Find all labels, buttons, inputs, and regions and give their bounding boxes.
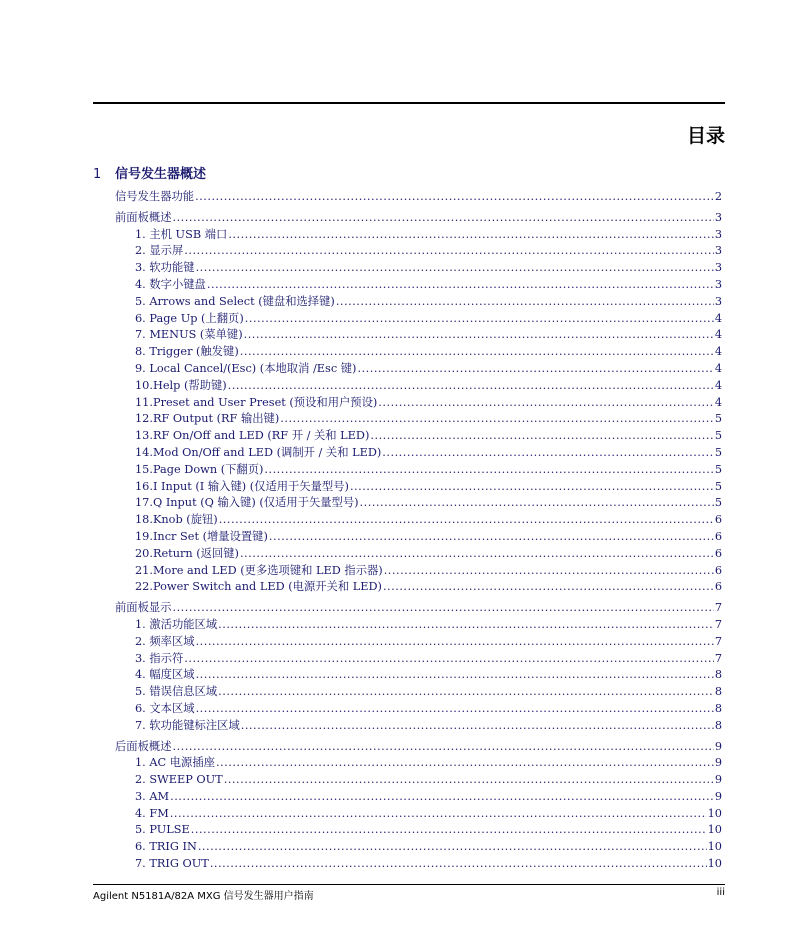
toc-page-number: 4 bbox=[714, 328, 722, 342]
toc-page-number: 9 bbox=[714, 756, 722, 770]
toc-entry-title: 21.More and LED (更多选项键和 LED 指示器) bbox=[135, 563, 383, 577]
toc-entry-title: 12.RF Output (RF 输出键) bbox=[135, 412, 280, 426]
toc-sub-entry[interactable] bbox=[115, 634, 722, 651]
dot-leader bbox=[218, 617, 714, 634]
dot-leader bbox=[224, 772, 714, 789]
dot-leader bbox=[196, 701, 714, 718]
toc-page-number: 4 bbox=[714, 311, 722, 325]
dot-leader bbox=[228, 378, 714, 395]
dot-leader bbox=[216, 755, 714, 772]
footer-doc-title: Agilent N5181A/82A MXG 信号发生器用户指南 bbox=[93, 891, 314, 902]
dot-leader bbox=[196, 260, 714, 277]
toc-entry-title: 19.Incr Set (增量设置键) bbox=[135, 529, 268, 543]
toc-entry-title: 5. Arrows and Select (键盘和选择键) bbox=[135, 294, 335, 308]
toc-entry-title: 2. 显示屏 bbox=[135, 244, 184, 258]
toc-page-number: 3 bbox=[714, 227, 722, 241]
toc-page-number: 10 bbox=[707, 806, 722, 820]
chapter-heading[interactable] bbox=[93, 163, 206, 182]
toc-sub-entry[interactable] bbox=[115, 546, 722, 563]
toc-sub-entry[interactable] bbox=[115, 479, 722, 496]
toc-entry-title: 1. 主机 USB 端口 bbox=[135, 227, 228, 241]
toc-entry-title: 10.Help (帮助键) bbox=[135, 378, 227, 392]
toc-sub-entry[interactable] bbox=[115, 411, 722, 428]
dot-leader bbox=[184, 651, 714, 668]
toc-page-number: 7 bbox=[714, 617, 722, 631]
dot-leader bbox=[219, 512, 714, 529]
toc-sub-entry[interactable] bbox=[115, 839, 722, 856]
toc-sub-entry[interactable] bbox=[115, 822, 722, 839]
toc-sub-entry[interactable] bbox=[115, 344, 722, 361]
toc-entry-title: 后面板概述 bbox=[115, 739, 172, 753]
footer-rule bbox=[93, 884, 725, 885]
toc-entry-title: 2. 频率区域 bbox=[135, 634, 195, 648]
toc-sub-entry[interactable] bbox=[115, 495, 722, 512]
toc-entry-title: 14.Mod On/Off and LED (调制开 / 关和 LED) bbox=[135, 445, 382, 459]
toc-sub-entry[interactable] bbox=[115, 701, 722, 718]
toc-page-number: 5 bbox=[714, 462, 722, 476]
toc-page-number: 9 bbox=[714, 773, 722, 787]
dot-leader bbox=[170, 789, 714, 806]
dot-leader bbox=[173, 210, 714, 227]
toc-page-number: 3 bbox=[714, 261, 722, 275]
toc-page-number: 5 bbox=[714, 412, 722, 426]
toc-sub-entry[interactable] bbox=[115, 395, 722, 412]
toc-page-number: 6 bbox=[714, 580, 722, 594]
toc-page-number: 5 bbox=[714, 496, 722, 510]
toc-entry-title: 16.I Input (I 输入键) (仅适用于矢量型号) bbox=[135, 479, 349, 493]
dot-leader bbox=[191, 822, 707, 839]
dot-leader bbox=[210, 856, 707, 873]
chapter-number: 1 bbox=[93, 167, 102, 182]
toc-entry-title: 前面板概述 bbox=[115, 210, 172, 224]
toc-page-number: 6 bbox=[714, 513, 722, 527]
toc-sub-entry[interactable] bbox=[115, 361, 722, 378]
top-rule bbox=[93, 102, 725, 104]
toc-entry-title: 5. PULSE bbox=[135, 823, 190, 837]
toc-page-number: 6 bbox=[714, 529, 722, 543]
dot-leader bbox=[195, 189, 714, 206]
toc-sub-entry[interactable] bbox=[115, 529, 722, 546]
dot-leader bbox=[240, 344, 714, 361]
toc-entry-title: 3. 指示符 bbox=[135, 651, 184, 665]
toc-page-number: 4 bbox=[714, 361, 722, 375]
toc-entry-title: 6. Page Up (上翻页) bbox=[135, 311, 244, 325]
toc-section-entry[interactable] bbox=[115, 210, 722, 227]
toc-sub-entry[interactable] bbox=[115, 512, 722, 529]
toc-entry-title: 7. MENUS (菜单键) bbox=[135, 328, 243, 342]
toc-page-number: 3 bbox=[714, 244, 722, 258]
dot-leader bbox=[240, 546, 714, 563]
toc-entry-title: 9. Local Cancel/(Esc) (本地取消 /Esc 键) bbox=[135, 361, 357, 375]
toc-entry-title: 1. 激活功能区域 bbox=[135, 617, 218, 631]
chapter-title: 信号发生器概述 bbox=[115, 167, 207, 182]
toc-sub-entry[interactable] bbox=[115, 563, 722, 580]
dot-leader bbox=[382, 445, 714, 462]
toc-sub-entry[interactable] bbox=[115, 227, 722, 244]
dot-leader bbox=[383, 579, 714, 596]
toc-page-number: 3 bbox=[714, 294, 722, 308]
toc-page-number: 9 bbox=[714, 739, 722, 753]
toc-page-number: 2 bbox=[714, 190, 722, 203]
toc-sub-entry[interactable] bbox=[115, 651, 722, 668]
toc-page-number: 10 bbox=[707, 857, 722, 871]
dot-leader bbox=[280, 411, 714, 428]
dot-leader bbox=[173, 739, 714, 756]
dot-leader bbox=[245, 311, 714, 328]
toc-sub-entry[interactable] bbox=[115, 755, 722, 772]
toc-page-number: 7 bbox=[714, 634, 722, 648]
dot-leader bbox=[378, 395, 714, 412]
toc-page-number: 10 bbox=[707, 840, 722, 854]
toc-entry-title: 7. TRIG OUT bbox=[135, 857, 209, 871]
toc-sub-entry[interactable] bbox=[115, 462, 722, 479]
toc-sub-entry[interactable] bbox=[115, 579, 722, 596]
toc-section-entry[interactable] bbox=[115, 189, 722, 206]
toc-entry-title: 8. Trigger (触发键) bbox=[135, 345, 239, 359]
dot-leader bbox=[357, 361, 713, 378]
dot-leader bbox=[244, 327, 714, 344]
dot-leader bbox=[170, 806, 707, 823]
toc-page-number: 6 bbox=[714, 546, 722, 560]
dot-leader bbox=[370, 428, 713, 445]
toc-sub-entry[interactable] bbox=[115, 277, 722, 294]
toc-sub-entry[interactable] bbox=[115, 428, 722, 445]
toc-page-number: 5 bbox=[714, 445, 722, 459]
footer-page-number: iii bbox=[716, 887, 725, 898]
toc-page-number: 10 bbox=[707, 823, 722, 837]
toc-sub-entry[interactable] bbox=[115, 806, 722, 823]
toc-sub-entry[interactable] bbox=[115, 260, 722, 277]
toc-page-number: 9 bbox=[714, 789, 722, 803]
toc-entry-title: 4. 幅度区域 bbox=[135, 668, 195, 682]
page-title: 目录 bbox=[686, 125, 725, 147]
toc-entry-title: 5. 错误信息区域 bbox=[135, 685, 218, 699]
dot-leader bbox=[207, 277, 714, 294]
toc-page-number: 8 bbox=[714, 701, 722, 715]
toc-sub-entry[interactable] bbox=[115, 294, 722, 311]
toc-entry-title: 17.Q Input (Q 输入键) (仅适用于矢量型号) bbox=[135, 496, 359, 510]
toc-page-number: 7 bbox=[714, 601, 722, 615]
dot-leader bbox=[228, 227, 714, 244]
toc-sub-entry[interactable] bbox=[115, 378, 722, 395]
toc-page-number: 8 bbox=[714, 668, 722, 682]
toc-sub-entry[interactable] bbox=[115, 327, 722, 344]
toc-entry-title: 3. 软功能键 bbox=[135, 261, 195, 275]
dot-leader bbox=[218, 684, 714, 701]
toc-entry-title: 2. SWEEP OUT bbox=[135, 773, 223, 787]
toc-entry-title: 6. TRIG IN bbox=[135, 840, 197, 854]
toc-page-number: 4 bbox=[714, 345, 722, 359]
toc-page-number: 8 bbox=[714, 685, 722, 699]
toc-page-number: 4 bbox=[714, 395, 722, 409]
dot-leader bbox=[384, 563, 714, 580]
dot-leader bbox=[173, 600, 714, 617]
toc-entry-title: 7. 软功能键标注区域 bbox=[135, 718, 240, 732]
dot-leader bbox=[350, 479, 714, 496]
toc-page-number: 3 bbox=[714, 210, 722, 224]
toc-sub-entry[interactable] bbox=[115, 243, 722, 260]
dot-leader bbox=[198, 839, 707, 856]
toc-sub-entry[interactable] bbox=[115, 772, 722, 789]
toc-sub-entry[interactable] bbox=[115, 445, 722, 462]
toc-sub-entry[interactable] bbox=[115, 617, 722, 634]
toc-page-number: 8 bbox=[714, 718, 722, 732]
toc-entry-title: 6. 文本区域 bbox=[135, 701, 195, 715]
dot-leader bbox=[269, 529, 714, 546]
toc-page-number: 3 bbox=[714, 277, 722, 291]
toc-entry-title: 4. 数字小键盘 bbox=[135, 277, 206, 291]
dot-leader bbox=[241, 718, 714, 735]
toc-entry-title: 13.RF On/Off and LED (RF 开 / 关和 LED) bbox=[135, 429, 370, 443]
dot-leader bbox=[264, 462, 713, 479]
toc-entry-title: 1. AC 电源插座 bbox=[135, 756, 215, 770]
toc-sub-entry[interactable] bbox=[115, 667, 722, 684]
toc-entry-title: 22.Power Switch and LED (电源开关和 LED) bbox=[135, 580, 382, 594]
toc-entry-title: 3. AM bbox=[135, 789, 170, 803]
toc-page-number: 5 bbox=[714, 479, 722, 493]
toc-sub-entry[interactable] bbox=[115, 789, 722, 806]
toc-entry-title: 信号发生器功能 bbox=[115, 190, 195, 203]
dot-leader bbox=[336, 294, 714, 311]
toc-entry-title: 15.Page Down (下翻页) bbox=[135, 462, 264, 476]
toc-section-entry[interactable] bbox=[115, 739, 722, 756]
dot-leader bbox=[196, 634, 714, 651]
toc-entry-title: 20.Return (返回键) bbox=[135, 546, 239, 560]
toc-page-number: 5 bbox=[714, 429, 722, 443]
dot-leader bbox=[184, 243, 714, 260]
toc-entry-title: 4. FM bbox=[135, 806, 169, 820]
toc-page-number: 7 bbox=[714, 651, 722, 665]
toc-entry-title: 18.Knob (旋钮) bbox=[135, 513, 218, 527]
toc-sub-entry[interactable] bbox=[115, 311, 722, 328]
toc-page-number: 6 bbox=[714, 563, 722, 577]
dot-leader bbox=[360, 495, 714, 512]
toc-section-entry[interactable] bbox=[115, 600, 722, 617]
toc-sub-entry[interactable] bbox=[115, 684, 722, 701]
toc-sub-entry[interactable] bbox=[115, 856, 722, 873]
toc-sub-entry[interactable] bbox=[115, 718, 722, 735]
toc-page-number: 4 bbox=[714, 378, 722, 392]
table-of-contents bbox=[115, 185, 722, 873]
dot-leader bbox=[196, 667, 714, 684]
toc-entry-title: 11.Preset and User Preset (预设和用户预设) bbox=[135, 395, 378, 409]
toc-entry-title: 前面板显示 bbox=[115, 601, 172, 615]
